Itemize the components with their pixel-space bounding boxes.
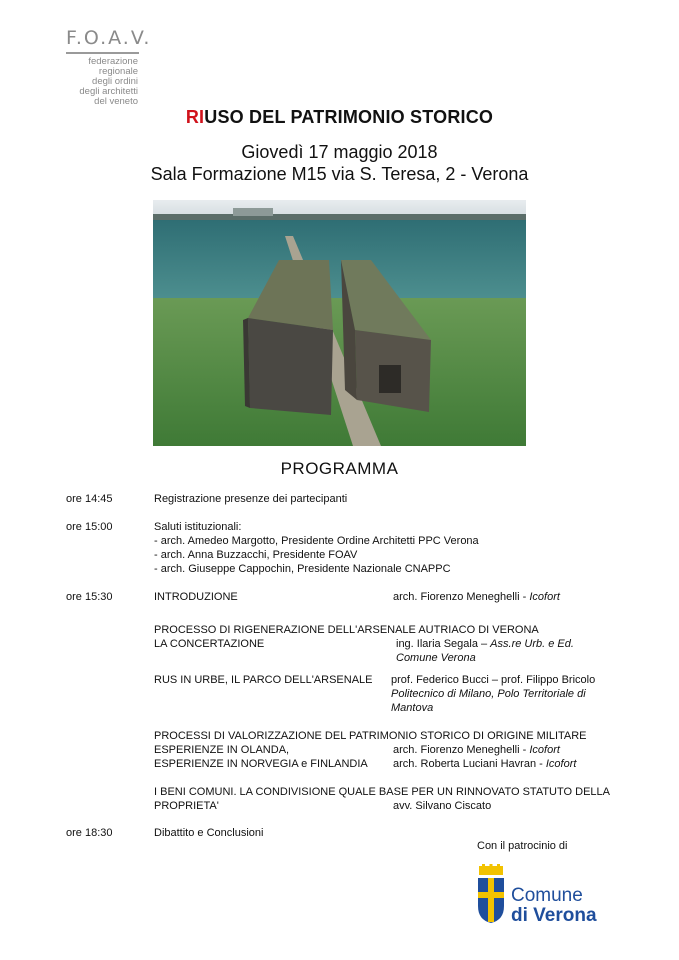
esperienze-olanda-title: ESPERIENZE IN OLANDA, <box>154 744 290 756</box>
speaker-name: ing. Ilaria Segala – <box>396 638 491 650</box>
logo-line-5: del veneto <box>94 96 138 107</box>
logo-divider <box>66 52 139 54</box>
time-1530: ore 15:30 <box>66 591 113 603</box>
processo-rigenerazione-title: PROCESSO DI RIGENERAZIONE DELL'ARSENALE AUTRIACO DI VERONA <box>154 624 539 636</box>
comune-name-line-2: di Verona <box>511 905 597 926</box>
dibattito-text: Dibattito e Conclusioni <box>154 827 264 839</box>
esperienze-norvegia-title: ESPERIENZE IN NORVEGIA e FINLANDIA <box>154 758 368 770</box>
beni-comuni-title: I BENI COMUNI. LA CONDIVISIONE QUALE BASE PER UN RINNOVATO STATUTO DELLA <box>154 786 610 798</box>
logo-line-1: federazione <box>88 56 138 67</box>
saluti-item-1: - arch. Amedeo Margotto, Presidente Ordine Architetti PPC Verona <box>154 535 479 547</box>
speaker-role: Ass.re Urb. e Ed. <box>490 638 574 650</box>
foav-logo-text <box>60 57 138 107</box>
esperienze-norvegia-speaker <box>393 758 576 771</box>
speaker-name: arch. Roberta Luciani Havran - <box>393 758 546 770</box>
time-1445: ore 14:45 <box>66 493 113 505</box>
introduzione-speaker <box>393 591 560 604</box>
logo-line-4: degli architetti <box>79 86 138 97</box>
title-rest: USO DEL PATRIMONIO STORICO <box>204 107 494 127</box>
introduzione-title: INTRODUZIONE <box>154 591 238 603</box>
event-date: Giovedì 17 maggio 2018 <box>241 142 438 162</box>
saluti-item-2: - arch. Anna Buzzacchi, Presidente FOAV <box>154 549 358 561</box>
event-venue: Sala Formazione M15 via S. Teresa, 2 - Verona <box>150 164 529 184</box>
processi-valorizzazione-title: PROCESSI DI VALORIZZAZIONE DEL PATRIMONIO STORICO DI ORIGINE MILITARE <box>154 730 587 742</box>
speaker-name: arch. Fiorenzo Meneghelli - <box>393 591 530 603</box>
beni-comuni-speaker: avv. Silvano Ciscato <box>393 800 492 812</box>
rus-in-urbe-org-1: Politecnico di Milano, Polo Territoriale di <box>391 688 586 700</box>
patrocinio-label: Con il patrocinio di <box>477 840 568 852</box>
foav-logo-mark: F.O.A.V. <box>66 27 152 49</box>
speaker-org: Icofort <box>545 758 577 770</box>
esperienze-olanda-speaker <box>393 744 560 757</box>
rus-in-urbe-speakers: prof. Federico Bucci – prof. Filippo Bricolo <box>391 674 596 686</box>
hero-image <box>153 200 526 446</box>
speaker-org: Icofort <box>529 591 560 603</box>
registrazione-text: Registrazione presenze dei partecipanti <box>154 493 348 505</box>
concertazione-speaker-org: Comune Verona <box>396 652 476 664</box>
beni-comuni-title-2: PROPRIETA' <box>154 800 219 812</box>
rus-in-urbe-org-2: Mantova <box>391 702 434 714</box>
time-1830: ore 18:30 <box>66 827 113 839</box>
verona-crest-icon <box>476 864 506 924</box>
logo-line-2: regionale <box>98 66 138 77</box>
speaker-org: Icofort <box>529 744 560 756</box>
event-title <box>0 107 679 128</box>
rus-in-urbe-title: RUS IN URBE, IL PARCO DELL'ARSENALE <box>154 674 373 686</box>
concertazione-speaker <box>396 638 574 651</box>
saluti-item-3: - arch. Giuseppe Cappochin, Presidente Nazionale CNAPPC <box>154 563 451 575</box>
saluti-heading: Saluti istituzionali: <box>154 521 242 533</box>
comune-name-line-1: Comune <box>511 885 583 906</box>
speaker-name: arch. Fiorenzo Meneghelli - <box>393 744 530 756</box>
programma-heading: PROGRAMMA <box>280 459 399 478</box>
title-accent: RI <box>185 107 205 127</box>
concertazione-title: LA CONCERTAZIONE <box>154 638 265 650</box>
time-1500: ore 15:00 <box>66 521 113 533</box>
logo-line-3: degli ordini <box>92 76 138 87</box>
